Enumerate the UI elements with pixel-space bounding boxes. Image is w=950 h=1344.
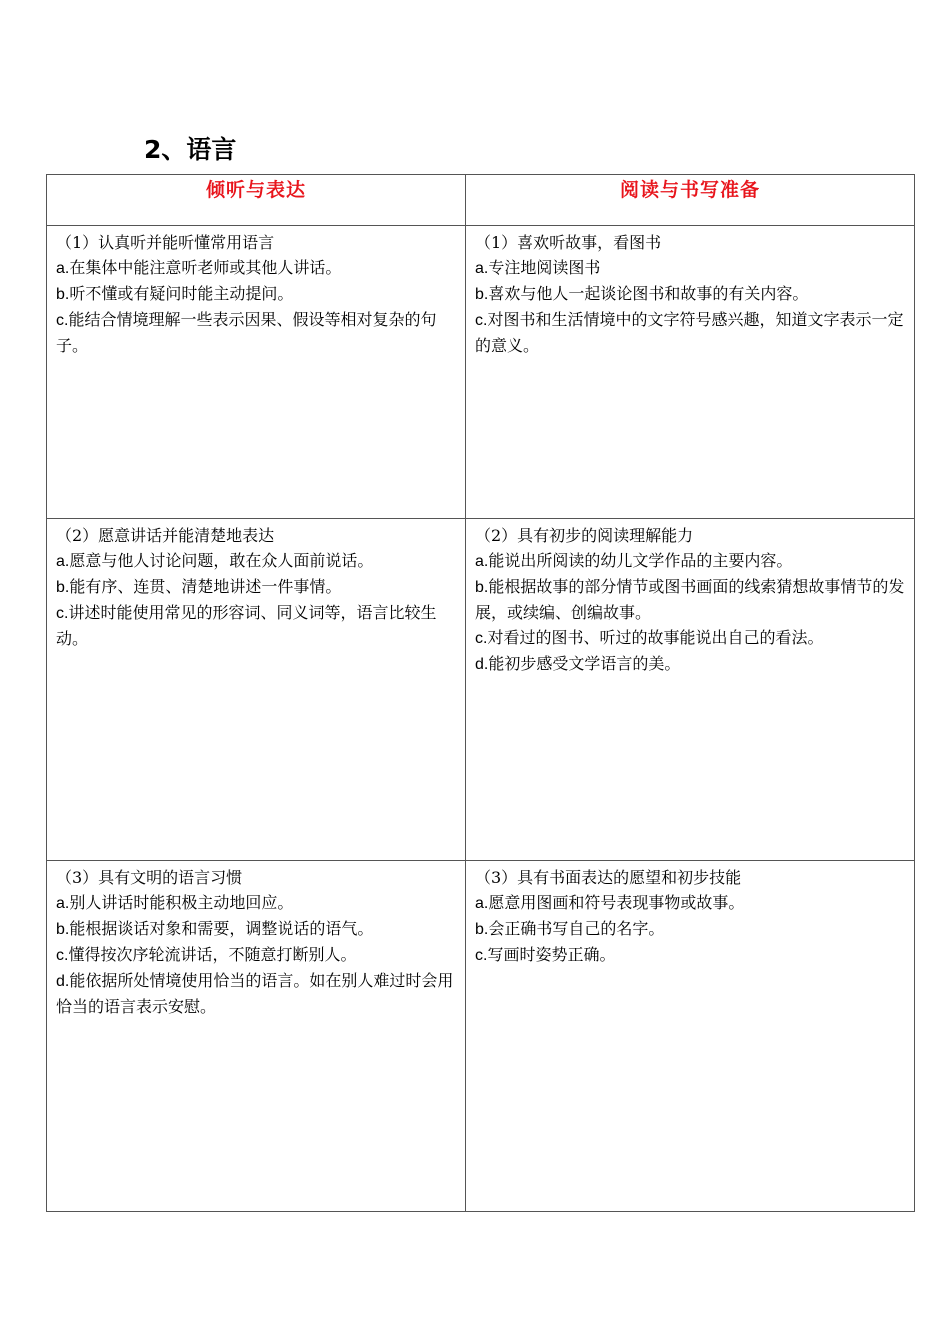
indicator-text: 对看过的图书、听过的故事能说出自己的看法。 — [487, 628, 824, 647]
indicator-item — [475, 281, 908, 307]
indicator-text: 对图书和生活情境中的文字符号感兴趣，知道文字表示一定的意义。 — [475, 310, 904, 355]
indicator-letter: d. — [475, 656, 489, 673]
indicator-item — [56, 968, 459, 1019]
table-cell — [466, 226, 915, 519]
indicator-letter: b. — [475, 286, 489, 303]
cell-content — [466, 226, 914, 358]
table-header-row — [47, 175, 915, 226]
indicator-letter: c. — [56, 947, 69, 964]
indicator-letter: b. — [56, 921, 70, 938]
indicator-letter: a. — [56, 553, 70, 570]
indicator-text: 听不懂或有疑问时能主动提问。 — [69, 284, 294, 303]
table-row — [47, 226, 915, 519]
cell-content — [466, 861, 914, 968]
indicator-item — [475, 625, 908, 651]
indicator-letter: c. — [56, 312, 69, 329]
column-header-reading-writing: 阅读与书写准备 — [466, 175, 915, 226]
section-title: 2、语言 — [144, 135, 237, 164]
indicator-item — [56, 281, 459, 307]
table-cell — [47, 861, 466, 1212]
indicator-letter: a. — [475, 260, 489, 277]
indicator-item — [56, 916, 459, 942]
indicator-text: 愿意用图画和符号表现事物或故事。 — [488, 893, 745, 912]
indicator-text: 会正确书写自己的名字。 — [488, 919, 665, 938]
indicator-text: 写画时姿势正确。 — [487, 945, 616, 964]
table-cell — [466, 861, 915, 1212]
table-body — [47, 226, 915, 1212]
table-cell — [466, 519, 915, 861]
indicator-item — [475, 890, 908, 916]
indicator-text: 能根据谈话对象和需要，调整说话的语气。 — [69, 919, 374, 938]
indicator-item — [475, 307, 908, 358]
table-row — [47, 519, 915, 861]
cell-content — [47, 861, 465, 1019]
cell-content — [466, 519, 914, 677]
indicator-item — [475, 651, 908, 677]
indicator-item — [475, 916, 908, 942]
indicator-text: 能初步感受文学语言的美。 — [488, 654, 681, 673]
indicator-letter: c. — [56, 605, 69, 622]
cell-content — [47, 519, 465, 651]
goal-title: （1）喜欢听故事，看图书 — [475, 233, 662, 252]
indicator-item — [475, 255, 908, 281]
indicator-letter: b. — [475, 921, 489, 938]
indicator-letter: c. — [475, 312, 488, 329]
indicator-letter: a. — [475, 553, 489, 570]
cell-content — [47, 226, 465, 358]
table-row — [47, 861, 915, 1212]
table-cell — [47, 519, 466, 861]
indicator-item — [56, 307, 459, 358]
goal-title: （3）具有文明的语言习惯 — [56, 868, 243, 887]
indicator-text: 能结合情境理解一些表示因果、假设等相对复杂的句子。 — [56, 310, 437, 355]
indicator-item — [56, 255, 459, 281]
goal-title: （1）认真听并能听懂常用语言 — [56, 233, 275, 252]
indicator-text: 能根据故事的部分情节或图书画面的线索猜想故事情节的发展，或续编、创编故事。 — [475, 577, 905, 622]
indicator-letter: a. — [56, 260, 70, 277]
indicator-item — [475, 574, 908, 625]
indicator-text: 懂得按次序轮流讲话，不随意打断别人。 — [68, 945, 357, 964]
indicator-letter: c. — [475, 630, 488, 647]
indicator-letter: a. — [475, 895, 489, 912]
table-cell — [47, 226, 466, 519]
goal-title: （2）具有初步的阅读理解能力 — [475, 526, 694, 545]
indicator-letter: a. — [56, 895, 70, 912]
indicator-text: 喜欢与他人一起谈论图书和故事的有关内容。 — [488, 284, 809, 303]
indicator-letter: b. — [56, 286, 70, 303]
indicator-item — [56, 600, 459, 651]
indicator-item — [475, 548, 908, 574]
language-goals-table — [46, 174, 915, 1212]
indicator-item — [56, 548, 459, 574]
indicator-item — [56, 574, 459, 600]
goal-title: （3）具有书面表达的愿望和初步技能 — [475, 868, 742, 887]
indicator-text: 在集体中能注意听老师或其他人讲话。 — [69, 258, 342, 277]
indicator-text: 别人讲话时能积极主动地回应。 — [69, 893, 294, 912]
indicator-letter: b. — [475, 579, 489, 596]
indicator-text: 愿意与他人讨论问题，敢在众人面前说话。 — [69, 551, 374, 570]
indicator-item — [56, 942, 459, 968]
indicator-letter: d. — [56, 973, 70, 990]
indicator-text: 能有序、连贯、清楚地讲述一件事情。 — [69, 577, 342, 596]
indicator-text: 讲述时能使用常见的形容词、同义词等，语言比较生动。 — [56, 603, 437, 648]
indicator-letter: c. — [475, 947, 488, 964]
indicator-letter: b. — [56, 579, 70, 596]
indicator-text: 能说出所阅读的幼儿文学作品的主要内容。 — [488, 551, 793, 570]
indicator-text: 专注地阅读图书 — [488, 258, 601, 277]
goal-title: （2）愿意讲话并能清楚地表达 — [56, 526, 275, 545]
indicator-item — [475, 942, 908, 968]
indicator-item — [56, 890, 459, 916]
indicator-text: 能依据所处情境使用恰当的语言。如在别人难过时会用恰当的语言表示安慰。 — [56, 971, 454, 1016]
column-header-listening-speaking: 倾听与表达 — [47, 175, 466, 226]
